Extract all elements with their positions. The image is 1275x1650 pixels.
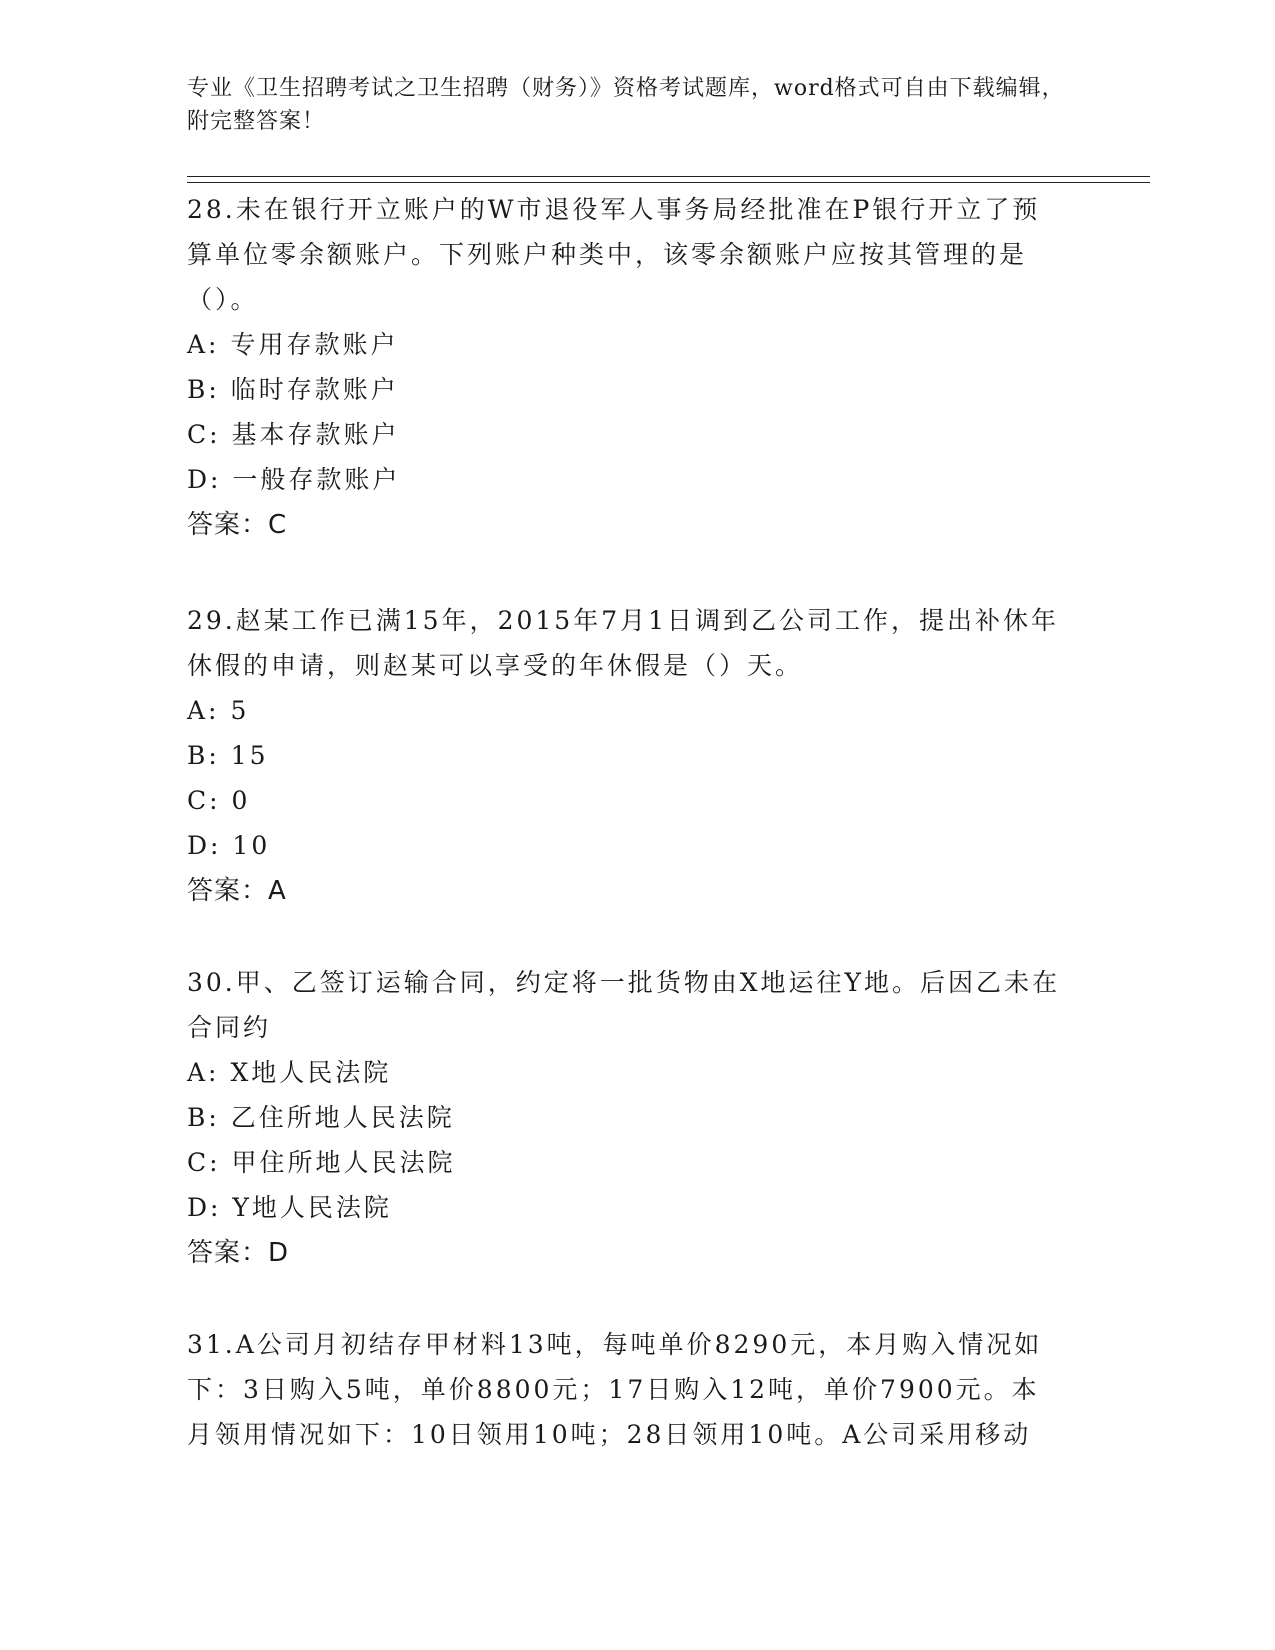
option-text: 一般存款账户 xyxy=(232,465,401,494)
option-b xyxy=(187,733,1067,778)
option-c xyxy=(187,778,1067,823)
option-label: A: xyxy=(187,1058,220,1087)
option-text: 5 xyxy=(230,696,250,725)
question-text: 31.A公司月初结存甲材料13吨，每吨单价8290元，本月购入情况如下：3日购入5吨，单价8800元；17日购入12吨，单价7900元。本月领用情况如下：10日领用10吨；28日领用10吨。A公司采用移动 xyxy=(187,1330,1043,1449)
option-a xyxy=(187,1050,1067,1095)
question-text: 29.赵某工作已满15年，2015年7月1日调到乙公司工作，提出补休年休假的申请，则赵某可以享受的年休假是（）天。 xyxy=(187,606,1060,680)
answer: 答案：A xyxy=(187,876,287,906)
option-d xyxy=(187,823,1067,868)
option-label: A: xyxy=(187,696,220,725)
option-text: Y地人民法院 xyxy=(232,1193,392,1222)
option-label: C: xyxy=(187,420,221,449)
option-text: X地人民法院 xyxy=(230,1058,392,1087)
answer: 答案：D xyxy=(187,1238,290,1268)
option-text: 10 xyxy=(232,831,271,860)
document-header: 专业《卫生招聘考试之卫生招聘（财务）》资格考试题库，word格式可自由下载编辑，附完整答案！ xyxy=(187,76,1065,134)
option-label: C: xyxy=(187,786,221,815)
option-text: 临时存款账户 xyxy=(230,375,399,404)
option-d xyxy=(187,1185,1067,1230)
option-label: D: xyxy=(187,1193,222,1222)
question-text: 30.甲、乙签订运输合同，约定将一批货物由X地运往Y地。后因乙未在合同约 xyxy=(187,968,1061,1042)
option-label: A: xyxy=(187,330,220,359)
question-text: 28.未在银行开立账户的W市退役军人事务局经批准在P银行开立了预算单位零余额账户。下列账户种类中，该零余额账户应按其管理的是（）。 xyxy=(187,195,1041,314)
option-text: 15 xyxy=(230,741,269,770)
option-a xyxy=(187,322,1067,367)
option-text: 专用存款账户 xyxy=(230,330,399,359)
option-label: B: xyxy=(187,741,220,770)
option-b xyxy=(187,367,1067,412)
option-text: 基本存款账户 xyxy=(231,420,400,449)
option-text: 甲住所地人民法院 xyxy=(231,1148,456,1177)
option-text: 0 xyxy=(231,786,251,815)
question-29 xyxy=(187,598,1067,914)
question-28 xyxy=(187,187,1067,548)
option-d xyxy=(187,457,1067,502)
answer: 答案：C xyxy=(187,510,288,540)
option-a xyxy=(187,688,1067,733)
option-c xyxy=(187,1140,1067,1185)
option-label: C: xyxy=(187,1148,221,1177)
option-label: B: xyxy=(187,1103,220,1132)
option-label: D: xyxy=(187,831,222,860)
option-c xyxy=(187,412,1067,457)
option-b xyxy=(187,1095,1067,1140)
question-31 xyxy=(187,1322,1067,1457)
header-divider-top xyxy=(187,176,1150,177)
option-label: B: xyxy=(187,375,220,404)
header-divider-bottom xyxy=(187,182,1150,183)
question-30 xyxy=(187,960,1067,1276)
option-text: 乙住所地人民法院 xyxy=(230,1103,455,1132)
option-label: D: xyxy=(187,465,222,494)
